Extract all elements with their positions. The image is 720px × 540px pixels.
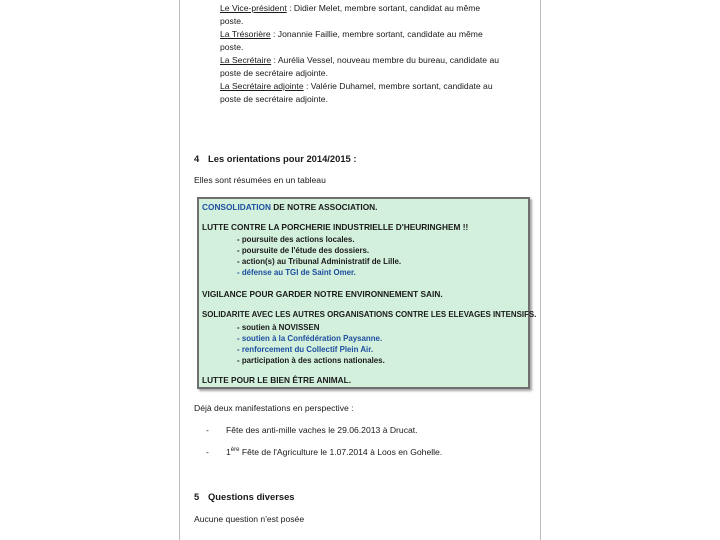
solidarite-item: - soutien à la Confédération Paysanne.: [237, 334, 383, 343]
solidarite-item: - participation à des actions nationales.: [237, 356, 385, 365]
lutte-title: LUTTE CONTRE LA PORCHERIE INDUSTRIELLE D'HEURINGHEM !!: [202, 222, 469, 232]
solidarite-item: - renforcement du Collectif Plein Air.: [237, 345, 374, 354]
manifestation-item: - 1ère Fête de l'Agriculture le 1.07.2014 à Loos en Gohelle.: [206, 447, 443, 457]
bureau-line: La Secrétaire adjointe : Valérie Duhamel, membre sortant, candidate au: [220, 81, 493, 91]
role-label: La Secrétaire adjointe: [220, 81, 304, 91]
role-label: La Secrétaire: [220, 55, 272, 65]
vigilance-line: VIGILANCE POUR GARDER NOTRE ENVIRONNEMENT SAIN.: [202, 289, 443, 299]
section-5-heading: 5 Questions diverses: [194, 491, 295, 502]
solidarite-title: SOLIDARITE AVEC LES AUTRES ORGANISATIONS CONTRE LES ELEVAGES INTENSIFS.: [202, 310, 537, 319]
role-label: Le Vice-président: [220, 3, 287, 13]
section-5-body: Aucune question n'est posée: [194, 514, 305, 524]
lutte-item: - poursuite de l'étude des dossiers.: [237, 246, 370, 255]
lutte-item: - défense au TGI de Saint Omer.: [237, 268, 356, 277]
bureau-line: poste.: [220, 16, 244, 26]
section-4-intro: Elles sont résumées en un tableau: [194, 175, 326, 185]
bureau-line: Le Vice-président : Didier Melet, membre sortant, candidat au même: [220, 3, 481, 13]
lutte-item: - action(s) au Tribunal Administratif de Lille.: [237, 257, 402, 266]
bureau-line: poste.: [220, 42, 244, 52]
role-label: La Trésorière: [220, 29, 271, 39]
bureau-line: poste de secrétaire adjointe.: [220, 68, 328, 78]
document-page: [180, 0, 540, 540]
bureau-line: La Secrétaire : Aurélia Vessel, nouveau membre du bureau, candidate au: [220, 55, 500, 65]
bureau-line: poste de secrétaire adjointe.: [220, 94, 328, 104]
orientations-table: [197, 197, 537, 389]
manifestation-item: - Fête des anti-mille vaches le 29.06.2013 à Drucat.: [206, 425, 418, 435]
consolidation-line: CONSOLIDATION DE NOTRE ASSOCIATION.: [202, 202, 378, 212]
bien-etre-line: LUTTE POUR LE BIEN ÊTRE ANIMAL.: [202, 375, 352, 385]
section-4-heading: 4 Les orientations pour 2014/2015 :: [194, 153, 357, 164]
consolidation-highlight: CONSOLIDATION: [202, 202, 271, 212]
solidarite-item: - soutien à NOVISSEN: [237, 323, 320, 332]
lutte-item: - poursuite des actions locales.: [237, 235, 355, 244]
manifestations-intro: Déjà deux manifestations en perspective :: [194, 403, 354, 413]
bureau-line: La Trésorière : Jonannie Faillie, membre sortant, candidate au même: [220, 29, 483, 39]
